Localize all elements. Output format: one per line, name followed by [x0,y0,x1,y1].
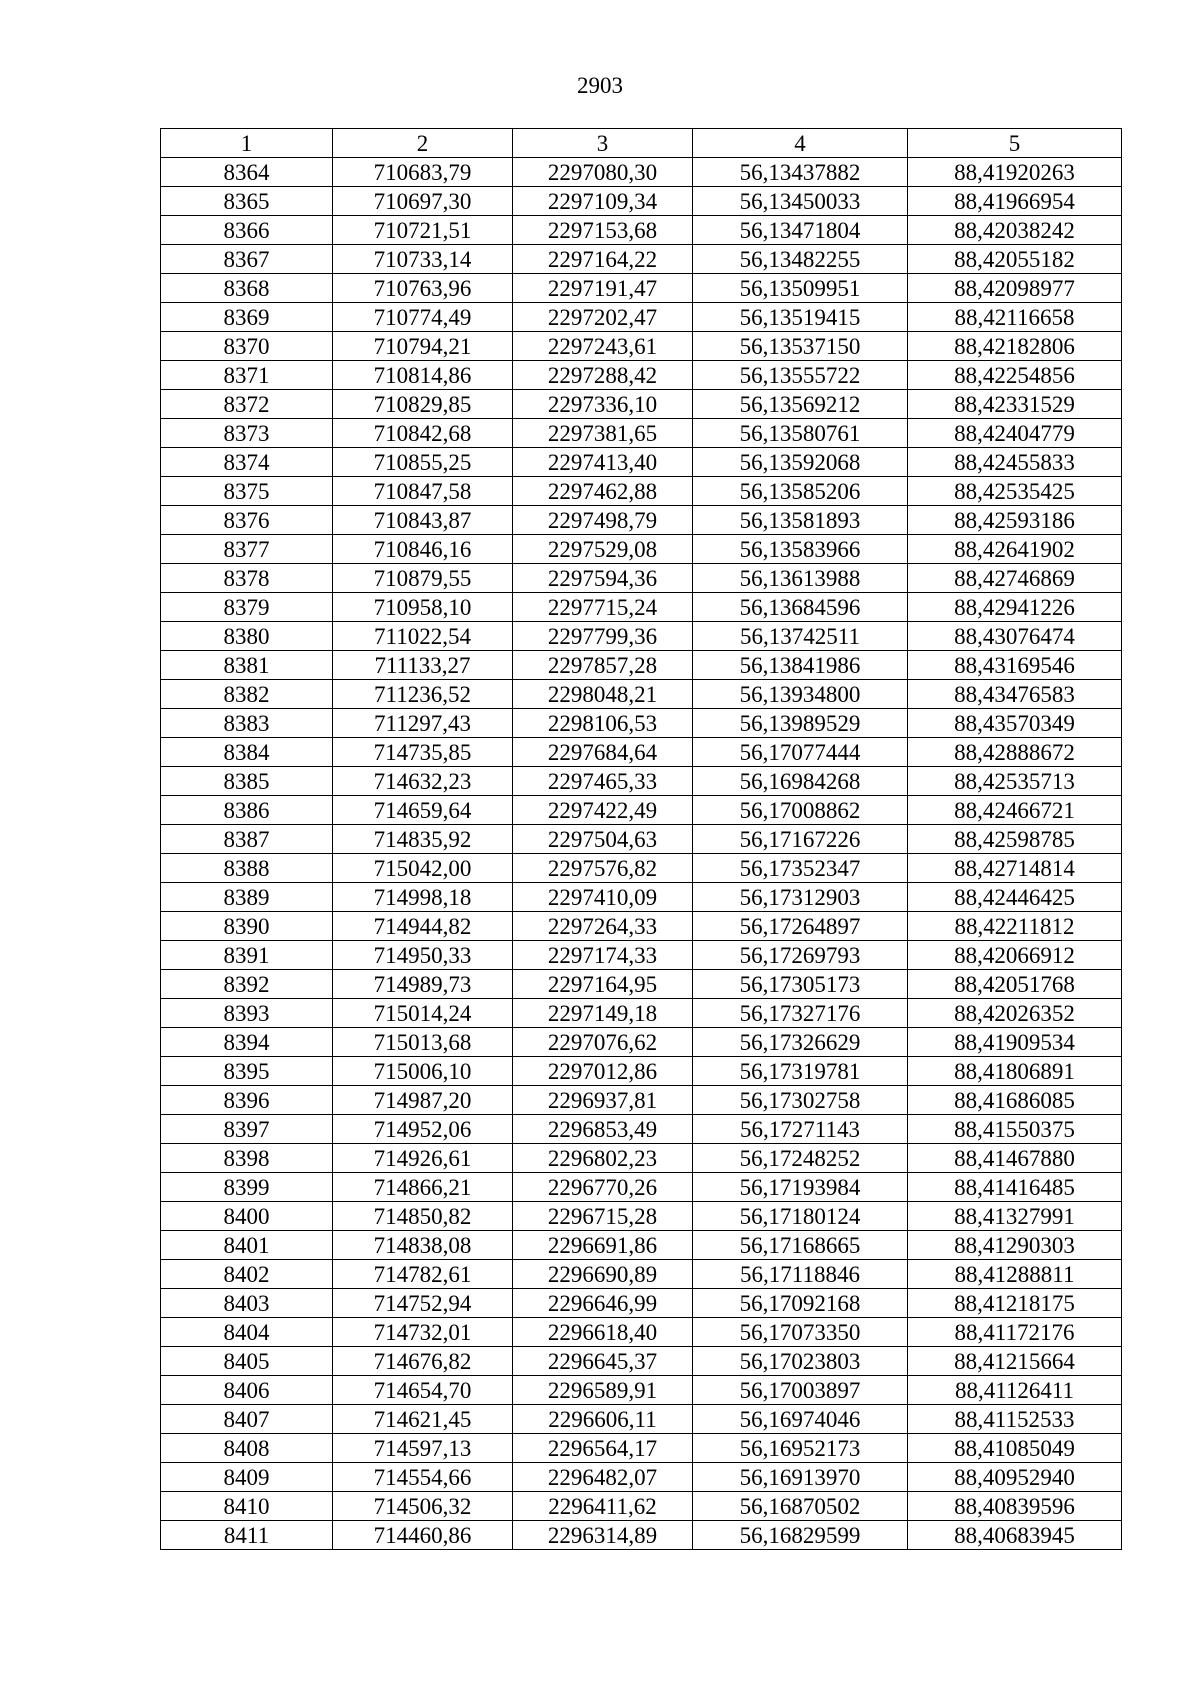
table-row [161,709,1122,738]
table-cell: 8387 [161,825,333,854]
table-cell: 8370 [161,332,333,361]
table-cell: 710855,25 [333,448,513,477]
table-row [161,1376,1122,1405]
table-cell: 710683,79 [333,158,513,187]
table-cell: 8403 [161,1289,333,1318]
table-cell: 714659,64 [333,796,513,825]
table-cell: 714987,20 [333,1086,513,1115]
table-cell: 8393 [161,999,333,1028]
table-row [161,1086,1122,1115]
table-cell: 8368 [161,274,333,303]
table-cell: 88,42535713 [908,767,1122,796]
table-cell: 8379 [161,593,333,622]
table-cell: 714950,33 [333,941,513,970]
table-cell: 710879,55 [333,564,513,593]
table-cell: 714621,45 [333,1405,513,1434]
table-cell: 2297594,36 [513,564,693,593]
table-row [161,593,1122,622]
table-cell: 8380 [161,622,333,651]
table-cell: 8371 [161,361,333,390]
table-cell: 88,42254856 [908,361,1122,390]
table-row [161,796,1122,825]
table-cell: 88,41218175 [908,1289,1122,1318]
table-cell: 8405 [161,1347,333,1376]
table-cell: 2296802,23 [513,1144,693,1173]
table-cell: 710846,16 [333,535,513,564]
table-row [161,1463,1122,1492]
table-cell: 88,41909534 [908,1028,1122,1057]
table-cell: 8396 [161,1086,333,1115]
table-cell: 88,42535425 [908,477,1122,506]
table-cell: 56,17264897 [693,912,908,941]
table-cell: 8391 [161,941,333,970]
table-cell: 8397 [161,1115,333,1144]
table-cell: 56,13482255 [693,245,908,274]
table-cell: 710843,87 [333,506,513,535]
table-cell: 56,13583966 [693,535,908,564]
table-cell: 2297462,88 [513,477,693,506]
table-cell: 2297799,36 [513,622,693,651]
table-cell: 56,17193984 [693,1173,908,1202]
table-body [161,158,1122,1550]
table-row [161,361,1122,390]
table-cell: 88,43570349 [908,709,1122,738]
table-cell: 8382 [161,680,333,709]
table-cell: 56,17008862 [693,796,908,825]
table-cell: 88,42038242 [908,216,1122,245]
table-row [161,216,1122,245]
table-cell: 8378 [161,564,333,593]
table-row [161,825,1122,854]
table-row [161,1405,1122,1434]
table-row [161,767,1122,796]
table-cell: 8394 [161,1028,333,1057]
table-cell: 56,17269793 [693,941,908,970]
table-cell: 710697,30 [333,187,513,216]
table-cell: 56,13569212 [693,390,908,419]
table-cell: 56,13581893 [693,506,908,535]
column-header: 2 [333,129,513,158]
table-row [161,1231,1122,1260]
table-row [161,883,1122,912]
table-cell: 714782,61 [333,1260,513,1289]
table-cell: 2296690,89 [513,1260,693,1289]
table-cell: 8374 [161,448,333,477]
table-cell: 8364 [161,158,333,187]
table-cell: 2297109,34 [513,187,693,216]
table-cell: 2296937,81 [513,1086,693,1115]
table-cell: 710847,58 [333,477,513,506]
table-cell: 56,17073350 [693,1318,908,1347]
table-row [161,1173,1122,1202]
table-cell: 56,13519415 [693,303,908,332]
table-cell: 88,41467880 [908,1144,1122,1173]
column-header: 1 [161,129,333,158]
table-cell: 8388 [161,854,333,883]
table-row [161,1492,1122,1521]
table-row [161,999,1122,1028]
table-cell: 2297381,65 [513,419,693,448]
table-cell: 2296853,49 [513,1115,693,1144]
table-cell: 56,13555722 [693,361,908,390]
table-cell: 56,17305173 [693,970,908,999]
table-cell: 714654,70 [333,1376,513,1405]
table-cell: 88,42446425 [908,883,1122,912]
table-cell: 56,17352347 [693,854,908,883]
table-cell: 8401 [161,1231,333,1260]
table-row [161,535,1122,564]
table-cell: 714952,06 [333,1115,513,1144]
table-cell: 714506,32 [333,1492,513,1521]
table-cell: 714998,18 [333,883,513,912]
table-cell: 88,42466721 [908,796,1122,825]
table-cell: 56,17118846 [693,1260,908,1289]
table-cell: 2297715,24 [513,593,693,622]
table-row [161,1347,1122,1376]
table-cell: 56,17302758 [693,1086,908,1115]
table-cell: 2296314,89 [513,1521,693,1550]
table-cell: 710829,85 [333,390,513,419]
table-cell: 2296645,37 [513,1347,693,1376]
table-row [161,970,1122,999]
table-cell: 56,17327176 [693,999,908,1028]
table-cell: 714732,01 [333,1318,513,1347]
table-row [161,274,1122,303]
table-cell: 8386 [161,796,333,825]
table-cell: 56,17319781 [693,1057,908,1086]
table-cell: 56,16974046 [693,1405,908,1434]
table-cell: 714838,08 [333,1231,513,1260]
table-cell: 88,42331529 [908,390,1122,419]
table-cell: 8390 [161,912,333,941]
table-cell: 8366 [161,216,333,245]
table-cell: 56,17271143 [693,1115,908,1144]
table-cell: 2297465,33 [513,767,693,796]
table-cell: 8402 [161,1260,333,1289]
table-cell: 2297857,28 [513,651,693,680]
table-cell: 8376 [161,506,333,535]
table-cell: 8367 [161,245,333,274]
table-cell: 56,17180124 [693,1202,908,1231]
table-cell: 2297243,61 [513,332,693,361]
table-cell: 8381 [161,651,333,680]
table-cell: 88,42055182 [908,245,1122,274]
table-cell: 88,41126411 [908,1376,1122,1405]
table-row [161,187,1122,216]
table-cell: 2298048,21 [513,680,693,709]
table-cell: 2297191,47 [513,274,693,303]
table-cell: 88,42404779 [908,419,1122,448]
table-cell: 2297576,82 [513,854,693,883]
table-cell: 56,16952173 [693,1434,908,1463]
table-cell: 88,42211812 [908,912,1122,941]
table-row [161,1144,1122,1173]
table-cell: 56,16984268 [693,767,908,796]
table-cell: 88,42098977 [908,274,1122,303]
table-row [161,1318,1122,1347]
table-cell: 88,42598785 [908,825,1122,854]
table-row [161,1057,1122,1086]
table-row [161,1202,1122,1231]
table-cell: 8400 [161,1202,333,1231]
table-row [161,1260,1122,1289]
table-cell: 714850,82 [333,1202,513,1231]
table-row [161,1028,1122,1057]
table-cell: 56,13613988 [693,564,908,593]
table-cell: 56,17023803 [693,1347,908,1376]
table-cell: 710842,68 [333,419,513,448]
table-cell: 2296564,17 [513,1434,693,1463]
table-cell: 88,42066912 [908,941,1122,970]
coordinates-table [160,128,1122,1550]
table-cell: 710814,86 [333,361,513,390]
table-cell: 2296606,11 [513,1405,693,1434]
table-cell: 2297164,22 [513,245,693,274]
table-cell: 56,13580761 [693,419,908,448]
table-cell: 8411 [161,1521,333,1550]
table-cell: 8398 [161,1144,333,1173]
table-cell: 2297413,40 [513,448,693,477]
table-cell: 56,13471804 [693,216,908,245]
table-cell: 56,16870502 [693,1492,908,1521]
table-row [161,245,1122,274]
table-cell: 8384 [161,738,333,767]
table-cell: 715014,24 [333,999,513,1028]
table-cell: 56,17168665 [693,1231,908,1260]
table-cell: 710721,51 [333,216,513,245]
table-cell: 88,41327991 [908,1202,1122,1231]
table-cell: 8410 [161,1492,333,1521]
table-cell: 711133,27 [333,651,513,680]
table-cell: 715042,00 [333,854,513,883]
table-row [161,419,1122,448]
table-cell: 2297288,42 [513,361,693,390]
table-cell: 56,13684596 [693,593,908,622]
table-cell: 2297422,49 [513,796,693,825]
table-cell: 56,17312903 [693,883,908,912]
table-cell: 56,13450033 [693,187,908,216]
table-cell: 2297498,79 [513,506,693,535]
table-cell: 88,43076474 [908,622,1122,651]
table-row [161,448,1122,477]
table-cell: 714866,21 [333,1173,513,1202]
table-cell: 2297012,86 [513,1057,693,1086]
table-row [161,651,1122,680]
table-row [161,854,1122,883]
table-cell: 2297153,68 [513,216,693,245]
table-header-row [161,129,1122,158]
table-cell: 714944,82 [333,912,513,941]
table-cell: 56,13989529 [693,709,908,738]
table-cell: 88,41806891 [908,1057,1122,1086]
table-cell: 2296589,91 [513,1376,693,1405]
table-cell: 710763,96 [333,274,513,303]
table-cell: 2298106,53 [513,709,693,738]
table-cell: 88,43476583 [908,680,1122,709]
table-cell: 88,42182806 [908,332,1122,361]
table-row [161,622,1122,651]
table-cell: 714989,73 [333,970,513,999]
table-cell: 88,41288811 [908,1260,1122,1289]
table-row [161,390,1122,419]
table-row [161,1289,1122,1318]
table-cell: 8375 [161,477,333,506]
column-header: 5 [908,129,1122,158]
table-cell: 2297684,64 [513,738,693,767]
table-cell: 8395 [161,1057,333,1086]
table-cell: 715013,68 [333,1028,513,1057]
table-cell: 88,41920263 [908,158,1122,187]
table-cell: 88,41085049 [908,1434,1122,1463]
table-cell: 88,42641902 [908,535,1122,564]
table-cell: 88,42714814 [908,854,1122,883]
table-cell: 8392 [161,970,333,999]
table-cell: 2297149,18 [513,999,693,1028]
table-cell: 714460,86 [333,1521,513,1550]
table-row [161,680,1122,709]
table-cell: 714597,13 [333,1434,513,1463]
table-cell: 88,40839596 [908,1492,1122,1521]
table-cell: 56,16913970 [693,1463,908,1492]
table-cell: 711297,43 [333,709,513,738]
table-cell: 56,13509951 [693,274,908,303]
page-number: 2903 [577,73,623,98]
table-cell: 88,41152533 [908,1405,1122,1434]
table-cell: 56,17326629 [693,1028,908,1057]
table-cell: 714926,61 [333,1144,513,1173]
table-cell: 2297264,33 [513,912,693,941]
table-cell: 56,13592068 [693,448,908,477]
table-cell: 715006,10 [333,1057,513,1086]
table-cell: 8406 [161,1376,333,1405]
table-cell: 56,17003897 [693,1376,908,1405]
table-row [161,738,1122,767]
table-cell: 2297529,08 [513,535,693,564]
column-header: 3 [513,129,693,158]
table-cell: 8372 [161,390,333,419]
table-cell: 2297504,63 [513,825,693,854]
table-cell: 2297410,09 [513,883,693,912]
table-cell: 88,41172176 [908,1318,1122,1347]
table-cell: 88,42116658 [908,303,1122,332]
table-cell: 88,43169546 [908,651,1122,680]
table-cell: 88,42746869 [908,564,1122,593]
table-cell: 56,13437882 [693,158,908,187]
table-cell: 2296411,62 [513,1492,693,1521]
table-cell: 2297164,95 [513,970,693,999]
table-cell: 8373 [161,419,333,448]
table-cell: 710958,10 [333,593,513,622]
table-cell: 56,17167226 [693,825,908,854]
table-cell: 56,13934800 [693,680,908,709]
table-cell: 56,17092168 [693,1289,908,1318]
table-cell: 8407 [161,1405,333,1434]
table-cell: 8377 [161,535,333,564]
table-cell: 2296482,07 [513,1463,693,1492]
table-cell: 710733,14 [333,245,513,274]
table-cell: 56,13537150 [693,332,908,361]
table-cell: 56,17077444 [693,738,908,767]
table-row [161,1521,1122,1550]
table-cell: 711236,52 [333,680,513,709]
table-cell: 8385 [161,767,333,796]
table-cell: 2297336,10 [513,390,693,419]
table-cell: 88,41550375 [908,1115,1122,1144]
table-cell: 88,42941226 [908,593,1122,622]
table-cell: 710794,21 [333,332,513,361]
table-cell: 714554,66 [333,1463,513,1492]
table-cell: 88,42026352 [908,999,1122,1028]
table-cell: 88,41686085 [908,1086,1122,1115]
table-row [161,158,1122,187]
table-cell: 8399 [161,1173,333,1202]
table-cell: 2296770,26 [513,1173,693,1202]
table-cell: 714676,82 [333,1347,513,1376]
table-row [161,477,1122,506]
table-cell: 2296646,99 [513,1289,693,1318]
table-cell: 711022,54 [333,622,513,651]
table-row [161,912,1122,941]
table-cell: 2297080,30 [513,158,693,187]
table-cell: 88,42455833 [908,448,1122,477]
table-cell: 714632,23 [333,767,513,796]
table-cell: 88,42593186 [908,506,1122,535]
table-cell: 714735,85 [333,738,513,767]
table-cell: 88,41290303 [908,1231,1122,1260]
table-row [161,1434,1122,1463]
table-cell: 88,40952940 [908,1463,1122,1492]
table-cell: 2296618,40 [513,1318,693,1347]
table-cell: 56,17248252 [693,1144,908,1173]
column-header: 4 [693,129,908,158]
table-row [161,506,1122,535]
table-cell: 88,40683945 [908,1521,1122,1550]
table-cell: 714752,94 [333,1289,513,1318]
table-row [161,1115,1122,1144]
table-cell: 2296691,86 [513,1231,693,1260]
table-row [161,303,1122,332]
table-cell: 8383 [161,709,333,738]
table-cell: 56,13742511 [693,622,908,651]
table-cell: 710774,49 [333,303,513,332]
table-row [161,564,1122,593]
table-cell: 88,41416485 [908,1173,1122,1202]
table-row [161,941,1122,970]
table-cell: 8404 [161,1318,333,1347]
table-cell: 2297076,62 [513,1028,693,1057]
table-cell: 2296715,28 [513,1202,693,1231]
table-cell: 56,16829599 [693,1521,908,1550]
table-cell: 2297202,47 [513,303,693,332]
table-cell: 8365 [161,187,333,216]
table-cell: 8389 [161,883,333,912]
table-cell: 88,41966954 [908,187,1122,216]
table-cell: 8409 [161,1463,333,1492]
table-cell: 88,42051768 [908,970,1122,999]
table-cell: 2297174,33 [513,941,693,970]
table-row [161,332,1122,361]
table-cell: 88,41215664 [908,1347,1122,1376]
table-cell: 56,13841986 [693,651,908,680]
table-cell: 56,13585206 [693,477,908,506]
table-cell: 8408 [161,1434,333,1463]
table-cell: 714835,92 [333,825,513,854]
table-cell: 88,42888672 [908,738,1122,767]
table-cell: 8369 [161,303,333,332]
